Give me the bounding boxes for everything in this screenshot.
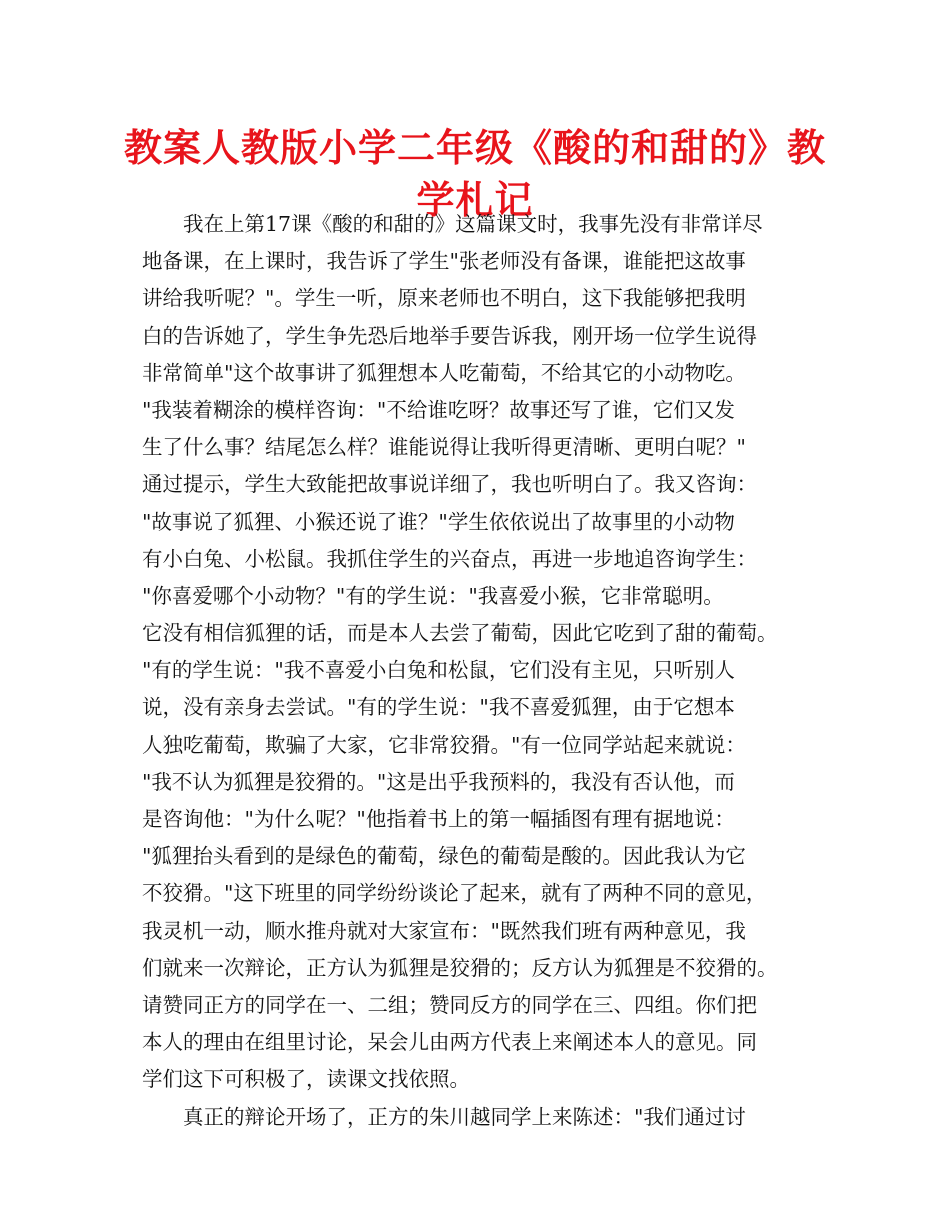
text-line: 真正的辩论开场了，正方的朱川越同学上来陈述："我们通过讨 <box>183 1104 746 1129</box>
text-line: 学们这下可积极了，读课文找依照。 <box>142 1067 470 1092</box>
text-line: "我装着糊涂的模样咨询："不给谁吃呀？故事还写了谁，它们又发 <box>142 397 735 422</box>
text-line: "故事说了狐狸、小猴还说了谁？"学生依依说出了故事里的小动物 <box>142 509 735 534</box>
text-line: 不狡猾。"这下班里的同学纷纷谈论了起来，就有了两种不同的意见， <box>142 881 767 906</box>
text-line: "有的学生说："我不喜爱小白兔和松鼠，它们没有主见，只听别人 <box>142 658 735 683</box>
text-line: 有小白兔、小松鼠。我抓住学生的兴奋点，再进一步地追咨询学生： <box>142 546 757 571</box>
text-line: 本人的理由在组里讨论，呆会儿由两方代表上来阐述本人的意见。同 <box>142 1030 757 1055</box>
text-line: "你喜爱哪个小动物？"有的学生说："我喜爱小猴，它非常聪明。 <box>142 583 724 608</box>
text-line: 请赞同正方的同学在一、二组；赞同反方的同学在三、四组。你们把 <box>142 992 757 1017</box>
text-line: 白的告诉她了，学生争先恐后地举手要告诉我，刚开场一位学生说得 <box>142 323 757 348</box>
text-line: 讲给我听呢？"。学生一听，原来老师也不明白，这下我能够把我明 <box>142 286 746 311</box>
text-line: 非常简单"这个故事讲了狐狸想本人吃葡萄，不给其它的小动物吃。 <box>142 360 746 385</box>
paragraph <box>142 1099 832 1136</box>
paragraph <box>142 206 832 1099</box>
text-line: 我灵机一动，顺水推舟就对大家宣布："既然我们班有两种意见，我 <box>142 918 746 943</box>
text-line: "我不认为狐狸是狡猾的。"这是出乎我预料的，我没有否认他，而 <box>142 769 735 794</box>
text-line: 们就来一次辩论，正方认为狐狸是狡猾的；反方认为狐狸是不狡猾的。 <box>142 955 778 980</box>
text-line: 说，没有亲身去尝试。"有的学生说："我不喜爱狐狸，由于它想本 <box>142 695 735 720</box>
text-line: 它没有相信狐狸的话，而是本人去尝了葡萄，因此它吃到了甜的葡萄。 <box>142 621 778 646</box>
text-line: 我在上第17课《酸的和甜的》这篇课文时，我事先没有非常详尽 <box>183 212 763 236</box>
text-line: 是咨询他："为什么呢？"他指着书上的第一幅插图有理有据地说： <box>142 807 735 831</box>
document-body <box>142 206 832 1136</box>
title-line: 学札记 <box>416 178 534 222</box>
text-line: 地备课，在上课时，我告诉了学生"张老师没有备课，谁能把这故事 <box>142 249 746 274</box>
text-line: 通过提示，学生大致能把故事说详细了，我也听明白了。我又咨询： <box>142 472 757 497</box>
text-line: 人独吃葡萄，欺骗了大家，它非常狡猾。"有一位同学站起来就说： <box>142 732 746 757</box>
text-line: "狐狸抬头看到的是绿色的葡萄，绿色的葡萄是酸的。因此我认为它 <box>142 844 746 869</box>
title-line: 教案人教版小学二年级《酸的和甜的》教 <box>123 126 826 170</box>
text-line: 生了什么事？结尾怎么样？谁能说得让我听得更清晰、更明白呢？" <box>142 435 746 460</box>
